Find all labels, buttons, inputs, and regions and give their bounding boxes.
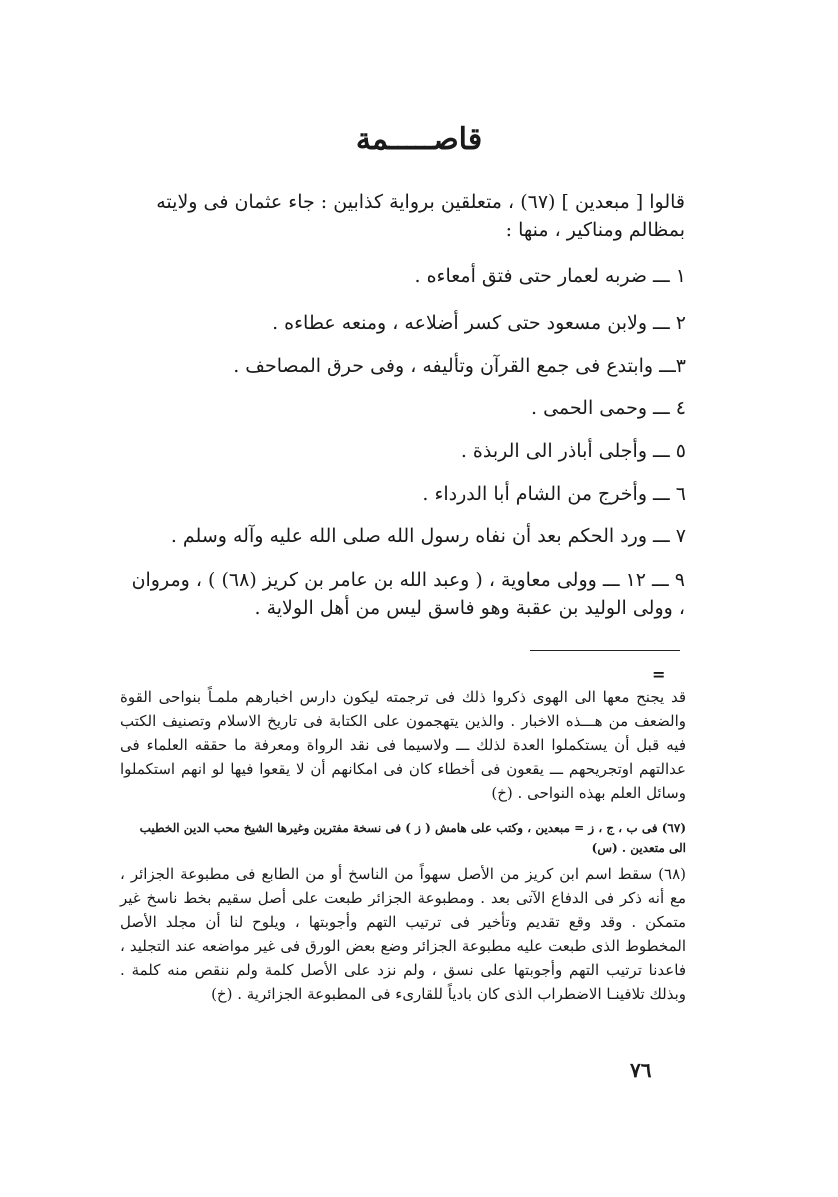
section-heading: قاصـــــمة [355,122,483,157]
page-number: ٧٦ [630,1058,652,1082]
footnote-continuation-mark: = [652,665,666,684]
footnote-68: (٦٨) سقط اسم ابن كريز من الأصل سهواً من الناسخ أو من الطابع فى مطبوعة الجزائر ، مع أنه ذكر فى الدفاع الآتى بعد . ومطبوعة الجزائر طبعت على أصل سقيم بخط ناسخ غير متمكن . وقد وقع تقديم وتأخير فى ترتيب التهم وأجوبتها ، ويلوح لنا أن مجلد الأصل المخطوط الذى طبعت عليه مطبوعة الجزائر وضع بعض الورق فى غير مواضعه عند التجليد ، فاعدنا ترتيب التهم وأجوبتها على نسق ، ولم نزد على الأصل كلمة ولم ننقص منه كلمة . وبذلك تلافينـا الاضطراب الذى كان بادياً للقارىء فى المطبوعة الجزائرية . (خ) [120,865,686,1003]
intro-paragraph: قالوا [ مبعدين ] (٦٧) ، متعلقين برواية كذابين : جاء عثمان فى ولايته بمظالم ومناكير ، منها : [156,191,685,241]
footnote-separator [530,650,680,651]
list-item: ٤ ـــ وحمى الحمى . [530,397,686,419]
list-item: ٦ ـــ وأخرج من الشام أبا الدرداء . [422,483,686,505]
list-item: ٣ـــ وابتدع فى جمع القرآن وتأليفه ، وفى حرق المصاحف . [233,355,686,377]
list-item: ٢ ـــ ولابن مسعود حتى كسر أضلاعه ، ومنعه عطاءه . [272,312,686,334]
list-item: ٧ ـــ ورد الحكم بعد أن نفاه رسول الله صلى الله عليه وآله وسلم . [170,525,686,547]
footnote-continued: قد يجنح معها الى الهوى ذكروا ذلك فى ترجمته ليكون دارس اخبارهم ملمـاً بنواحى القوة والضعف من هـــذه الاخبار . والذين يتهجمون على الكتابة فى تاريخ الاسلام وتصنيف الكتب فيه قبل أن يستكملوا العدة لذلك ـــ ولاسيما فى نقد الرواة ومعرفة ما حققه العلماء فى عدالتهم اوتجريحهم ـــ يقعون فى أخطاء كان فى امكانهم أن لا يقعوا فيها لو انهم استكملوا وسائل العلم بهذه النواحى . (خ) [120,688,686,802]
list-item: ١ ـــ ضربه لعمار حتى فتق أمعاءه . [414,265,686,287]
list-item-last: ٩ ـــ ١٢ ـــ وولى معاوية ، ( وعبد الله بن عامر بن كريز (٦٨) ) ، ومروان ، وولى الوليد بن عقبة وهو فاسق ليس من أهل الولاية . [131,569,685,619]
footnote-67: (٦٧) فى ب ، ج ، ز = مبعدين ، وكتب على هامش ( ز ) فى نسخة مفترين وغيرها الشيخ محب الدين الخطيب الى متعدين . (س) [139,821,686,855]
list-item: ٥ ـــ وأجلى أباذر الى الربذة . [460,440,686,462]
